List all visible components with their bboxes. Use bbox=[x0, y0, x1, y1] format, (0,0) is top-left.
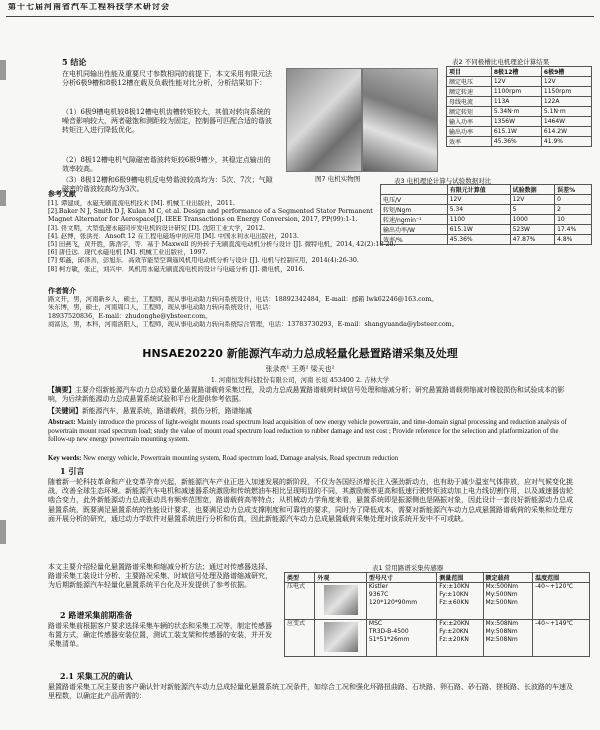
table-cell: 额定转速 bbox=[447, 87, 492, 97]
binding-mark bbox=[0, 190, 6, 206]
table-header-row bbox=[447, 67, 592, 77]
keywords-cn-label: 【关键词】 bbox=[48, 407, 82, 415]
abstract-en bbox=[48, 419, 573, 445]
paper-authors: 张录亮¹ 王勇² 梁天也² bbox=[265, 365, 335, 373]
table-2-caption: 表2 不同极槽比电机理论计算结果 bbox=[452, 58, 550, 66]
table-1-caption: 表1 常用路谱采集传感器 bbox=[372, 564, 444, 572]
table-header-cell: 8极12槽 bbox=[491, 67, 541, 77]
table-cell: 0 bbox=[555, 195, 592, 205]
table-cell: 1150rpm bbox=[541, 87, 591, 97]
table-cell: Fx:±20KN Fy:±20KN Fz:±20KN bbox=[437, 620, 483, 657]
table-header-cell: 项目 bbox=[447, 67, 492, 77]
table-row bbox=[447, 137, 592, 147]
author-bio-line: 18937520836，E-mail：zhudonghe@ybsteer.com。 bbox=[48, 312, 212, 320]
abstract-en-label: Abstract: bbox=[48, 419, 76, 426]
table-cell: 5.1N·m bbox=[541, 107, 591, 117]
table-cell bbox=[315, 620, 367, 657]
table-row bbox=[285, 620, 590, 657]
table-cell: 效率/% bbox=[381, 235, 448, 245]
table-row bbox=[447, 87, 592, 97]
conclusion-paragraph: 在电机同输出性能及重要尺寸参数相同的前提下，本文采用有限元法分析6极9槽和8极12槽在载及负载性能对比分析，分析结果如下： bbox=[62, 70, 272, 88]
table-header-cell: 试验数据 bbox=[510, 185, 554, 195]
table-cell: 523W bbox=[510, 225, 554, 235]
author-bio-line: 商富达，男，本科，河南洛阳人，工程师，现从事电动助力转向系统综合管理，电话：13783730293，E-mail：shangyuanda@ybsteer.com。 bbox=[48, 321, 458, 329]
binding-mark bbox=[0, 520, 6, 544]
table-header-cell: 额定载荷 bbox=[483, 573, 533, 583]
table-cell: -40~+149℃ bbox=[533, 620, 590, 657]
conclusion-point-3: （3）8极12槽和6极9槽电机反电势谐波较高均为：5次、7次；气隙磁密的谐波较高均为3次。 bbox=[62, 176, 273, 194]
keywords-en bbox=[48, 455, 573, 464]
table-cell: 母线电流 bbox=[447, 97, 492, 107]
table-cell: 1464W bbox=[541, 117, 591, 127]
keywords-cn-text: 新能源汽车，悬置系统，路谱载荷，损伤分析，路谱缩减 bbox=[81, 407, 252, 415]
table-cell: MSC TR3D-B-4500 51*51*26mm bbox=[366, 620, 436, 657]
conclusion-point-2: （2）8极12槽电机气隙磁密谐波转矩较6极9槽少，其稳定点输出的效率较高。 bbox=[62, 156, 271, 174]
reference-list bbox=[48, 200, 568, 274]
abstract-cn-text: 主要介绍新能源汽车动力总成轻量化悬置路谱载荷采集过程，及动力总成悬置路谱载荷时域信号处理和缩减分析；研究悬置路谱载荷缩减对橡胶损伤和试验成本的影响，为后续新能源动力总成悬置系统试验和平台化提供参考依据。 bbox=[48, 386, 565, 403]
table-row bbox=[447, 97, 592, 107]
table-cell: 122A bbox=[541, 97, 591, 107]
section-2-paragraph: 路谱采集前根据客户要求选择采集车辆的状态和采集工况等，制定传感器布置方式，确定传感器安装位置，测试工装支架和传感器的安装，并开发采集清单。 bbox=[48, 622, 272, 649]
table-cell: 2 bbox=[555, 205, 592, 215]
table-3-caption: 表3 电机理论计算与试验数据对比 bbox=[394, 177, 492, 185]
sensor-photo bbox=[324, 622, 358, 652]
intro-paragraph-2: 本文主要介绍轻量化悬置路谱采集和缩减分析方法；通过对传感器选择、路谱采集工装设计分析、主要路况采集、时域信号处理及路谱缩减研究，为后期新能源汽车轻量化悬置系统平台化及开发提供了参考依据。 bbox=[48, 563, 272, 590]
table-cell: 转矩/Ngm bbox=[381, 205, 448, 215]
author-bio-line: 路文开，男，河南新乡人，硕士，工程师，现从事电动助力转向系统设计，电话：18892342484，E-mail：邮箱 lwk62246@163.com。 bbox=[48, 296, 438, 303]
table-cell: 12V bbox=[491, 77, 541, 87]
table-cell: 615.1W bbox=[491, 127, 541, 137]
keywords-en-text: New energy vehicle, Powertrain mounting system, Road spectrum load, Damage analysis, Road spectrum reduction bbox=[83, 455, 399, 462]
table-cell: 10 bbox=[555, 215, 592, 225]
table-cell: 应变式 bbox=[285, 620, 315, 657]
table-row bbox=[447, 117, 592, 127]
table-cell: 电压/V bbox=[381, 195, 448, 205]
table-header-cell bbox=[381, 185, 448, 195]
table-header-cell: 温度范围 bbox=[533, 573, 590, 583]
table-cell: 12V bbox=[510, 195, 554, 205]
table-cell: -40~+120℃ bbox=[533, 583, 590, 620]
conclusion-point-1: （1）6极9槽电机较8极12槽电机齿槽转矩较大，其值对转向系统的噪音影响较大，两者磁饱和测距较为固定，控制器可匹配合适的谐波转矩注入进行降低优化。 bbox=[62, 108, 272, 135]
reference-item: [8] 柯方敏，张正，刘兴中．风机用永磁无刷直流电机的设计与电磁分析 [J]. 微电机，2016. bbox=[48, 265, 305, 273]
table-row bbox=[447, 77, 592, 87]
references-heading: 参考文献 bbox=[48, 190, 76, 198]
table-cell: 1000 bbox=[510, 215, 554, 225]
table-cell: 输出功率/W bbox=[381, 225, 448, 235]
table-cell: 5.34 bbox=[447, 205, 510, 215]
table-row bbox=[285, 583, 590, 620]
figure-7-caption: 图7 电机实物图 bbox=[315, 175, 361, 183]
table-cell: 17.4% bbox=[555, 225, 592, 235]
intro-heading: 1 引言 bbox=[60, 467, 85, 476]
table-cell: 47.87% bbox=[510, 235, 554, 245]
table-cell: 12V bbox=[447, 195, 510, 205]
conclusion-heading: 5 结论 bbox=[62, 58, 87, 67]
author-bio-line: 朱东博，男，硕士，河南周口人，工程师，现从事电动助力转向系统设计，电话： bbox=[48, 304, 275, 312]
table-cell: 4.8% bbox=[555, 235, 592, 245]
table-row bbox=[447, 127, 592, 137]
author-bios bbox=[48, 296, 578, 330]
reference-item: [7] 郑鑫，邱泽善，彭旭东．高效节能型空调遥风机用电动机分析与设计 [J]. 电机与控制应用，2014(4):26-30. bbox=[48, 257, 359, 265]
table-cell: 615.1W bbox=[447, 225, 510, 235]
table-header-cell: 6极9槽 bbox=[541, 67, 591, 77]
section-2-heading: 2 路谱采集前期准备 bbox=[60, 611, 133, 620]
table-cell: 614.2W bbox=[541, 127, 591, 137]
paper-affiliation: 1. 河南恒发科技股份有限公司，河南 长垣 453400 2. 吉林大学 bbox=[210, 377, 390, 384]
table-cell: 额定电压 bbox=[447, 77, 492, 87]
header-rule bbox=[6, 16, 594, 17]
reference-item: [2].Baker N J, Smith D J, Kulan M C, et al. Design and performance of a Segmented Stator Permanent bbox=[48, 208, 373, 216]
table-cell: 1100 bbox=[447, 215, 510, 225]
table-row bbox=[447, 107, 592, 117]
table-2 bbox=[446, 66, 592, 147]
table-cell: Mx:500Nm My:500Nm Mz:500Nm bbox=[483, 583, 533, 620]
abstract-cn-label: 【摘要】 bbox=[48, 386, 76, 394]
table-cell: 1100rpm bbox=[491, 87, 541, 97]
table-cell: 效率 bbox=[447, 137, 492, 147]
abstract-cn bbox=[48, 386, 573, 403]
table-header-cell: 外观 bbox=[315, 573, 367, 583]
table-cell: Fx:±10KN Fy:±10KN Fz:±60KN bbox=[437, 583, 483, 620]
table-header-cell: 误差% bbox=[555, 185, 592, 195]
table-cell: 5.34N·m bbox=[491, 107, 541, 117]
table-cell: 45.36% bbox=[491, 137, 541, 147]
reference-item: [4]. 赵博，张洪亮．Ansoft 12 在工程电磁场中的应用 [M]. 中国水利水电出版社，2013. bbox=[48, 232, 299, 240]
authors-heading: 作者简介 bbox=[48, 287, 76, 295]
table-header-cell: 型号尺寸 bbox=[366, 573, 436, 583]
table-header-row bbox=[285, 573, 590, 583]
reference-item: [1]. 谭建成，永磁无刷直流电机技术 [M]. 机械工业出版社，2011. bbox=[48, 200, 235, 207]
table-header-row bbox=[381, 185, 592, 195]
sensor-table bbox=[284, 572, 590, 657]
table-cell: 额定转矩 bbox=[447, 107, 492, 117]
sensor-photo bbox=[324, 585, 358, 615]
table-cell: 12V bbox=[541, 77, 591, 87]
intro-paragraph-1: 随着新一轮科技革命和产业变革孕育兴起，新能源汽车产业正进入加速发展的新阶段，不仅为各国经济增长注入强劲新动力，也有助于减少温室气体排放，应对气候变化挑战，改善全球生态环境。新能源汽车电机和减速器系统激励和传统燃油车相比呈现明显的不同，其激励频率更高和低速行驶转矩波动加上电力线切割作用，以及减速器齿轮啮合变力，此外新能源动力总成驱动具有频率范围宽，路谱载荷高等特点；从机械动力学角度来看，悬置系统即是振源侧也是隔振对象，因此设计一套良好新能源动力总成悬置系统，既要满足悬置系统的性能设计要求，也要满足动力总成支撑刚度和可靠性的要求，同时为了降低成本，需要对新能源汽车动力总成悬置路谱载荷的采集和处理方面开展分析的研究，通过动力学软件对悬置系统进行分析和仿真，因此新能源汽车动力总成悬置载荷采集处理对该系统开发中不可或缺。 bbox=[48, 478, 573, 523]
running-header: 第十七届河南省汽车工程科技学术研讨会 bbox=[8, 3, 170, 11]
table-cell: 5 bbox=[510, 205, 554, 215]
table-cell: 输入功率 bbox=[447, 117, 492, 127]
table-cell bbox=[315, 583, 367, 620]
reference-item: [5] 田燕飞，黄开胜，陈浩宇，等．基于 Maxwell 的外转子无刷直流电动机分析与设计 [J]. 微特电机，2014, 42(2):18-20. bbox=[48, 241, 396, 249]
table-cell: 压电式 bbox=[285, 583, 315, 620]
table-cell: 转速/ngmin⁻¹ bbox=[381, 215, 448, 225]
table-header-cell: 类型 bbox=[285, 573, 315, 583]
reference-item: [3]. 佟文明，大型低速永磁同步发电机的设计研究 [D]. 沈阳工业大学，2012. bbox=[48, 224, 265, 232]
reference-item: Magnet Alternator for Aerospace[J]. IEEE Transactions on Energy Conversion, 2017, PP(99):1-1. bbox=[48, 216, 358, 224]
keywords-cn bbox=[48, 407, 573, 416]
keywords-en-label: Key words: bbox=[48, 455, 82, 462]
table-cell: 输出功率 bbox=[447, 127, 492, 137]
section-2-1-heading: 2.1 采集工况的确认 bbox=[60, 672, 133, 681]
table-cell: 41.9% bbox=[541, 137, 591, 147]
motor-photo-1 bbox=[286, 68, 362, 172]
table-header-cell: 有限元计算值 bbox=[447, 185, 510, 195]
table-cell: Kistler 9367C 120*120*90mm bbox=[366, 583, 436, 620]
section-2-1-paragraph: 悬置路谱采集工况主要由客户确认针对新能源汽车动力总成轻量化悬置系统工况条件，如综合工况和强化坏路扭曲路、石块路、卵石路、砂石路、搓板路、长波路的车速及里程数，以确定此产品所需的： bbox=[48, 683, 573, 701]
table-cell: 1356W bbox=[491, 117, 541, 127]
paper-title: HNSAE20220 新能源汽车动力总成轻量化悬置路谱采集及处理 bbox=[142, 347, 458, 360]
motor-photo-2 bbox=[362, 68, 438, 172]
abstract-en-text: Mainly introduce the process of light-weight mounts road spectrum load acquisition of new energy vehicle powertrain, and time-domain signal processing and reduction analysis of powertrain mount road spectrum load; study the value of mount road spectrum load reduction to rubber damage and test cost ; Provide reference for the selection and platformization of the follow-up new energy powertrain mounting system. bbox=[48, 419, 567, 444]
table-cell: 45.36% bbox=[447, 235, 510, 245]
table-cell: Mx:508Nm My:508Nm Mz:508Nm bbox=[483, 620, 533, 657]
table-header-cell: 测量范围 bbox=[437, 573, 483, 583]
table-cell: 113A bbox=[491, 97, 541, 107]
reference-item: [6] 唐任远．现代永磁电机 [M]. 机械工业出版社，1997. bbox=[48, 249, 208, 257]
binding-mark bbox=[0, 60, 6, 80]
